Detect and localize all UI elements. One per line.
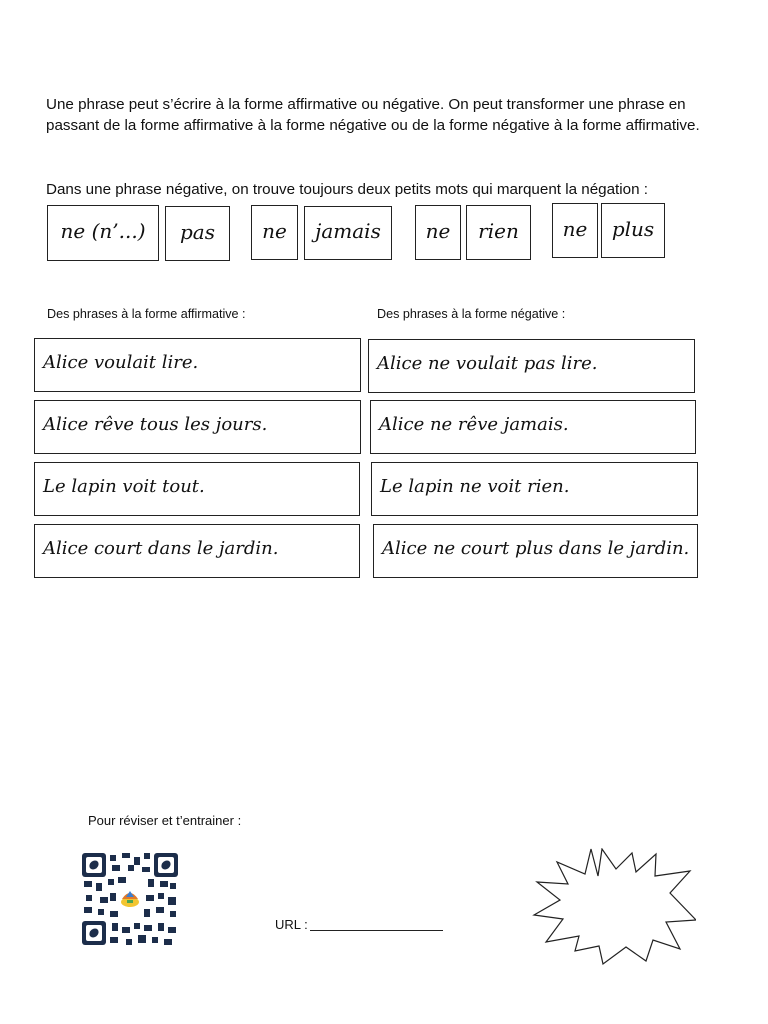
negative-sentence: Alice ne rêve jamais.	[370, 400, 696, 454]
negative-sentence: Alice ne voulait pas lire.	[368, 339, 695, 393]
revise-label: Pour réviser et t’entrainer :	[88, 813, 242, 828]
affirmative-sentence: Alice rêve tous les jours.	[34, 400, 361, 454]
negation-chip-ne-1: ne (n’...)	[47, 205, 159, 261]
negation-chip-plus: plus	[601, 203, 665, 258]
starburst-shape	[530, 848, 696, 966]
negation-chip-ne-4: ne	[552, 203, 598, 258]
negation-chip-pas: pas	[165, 206, 230, 261]
negation-intro: Dans une phrase négative, on trouve toujours deux petits mots qui marquent la négation :	[46, 181, 648, 198]
url-blank-line[interactable]	[310, 930, 443, 931]
negation-chip-jamais: jamais	[304, 206, 392, 260]
affirmative-sentence: Le lapin voit tout.	[34, 462, 360, 516]
negative-column-label: Des phrases à la forme négative :	[377, 307, 566, 321]
negation-chip-ne-3: ne	[415, 205, 461, 260]
affirmative-column-label: Des phrases à la forme affirmative :	[47, 307, 246, 321]
negative-sentence: Le lapin ne voit rien.	[371, 462, 698, 516]
affirmative-sentence: Alice voulait lire.	[34, 338, 361, 392]
qr-code-icon[interactable]	[82, 853, 178, 945]
negative-sentence: Alice ne court plus dans le jardin.	[373, 524, 698, 578]
negation-chip-rien: rien	[466, 205, 531, 260]
affirmative-sentence: Alice court dans le jardin.	[34, 524, 360, 578]
url-label: URL :	[275, 917, 308, 932]
negation-chip-ne-2: ne	[251, 205, 298, 260]
intro-paragraph: Une phrase peut s’écrire à la forme affirmative ou négative. On peut transformer une phrase en passant de la forme affirmative à la forme négative ou de la forme négative à la forme affirmative.	[46, 96, 700, 134]
